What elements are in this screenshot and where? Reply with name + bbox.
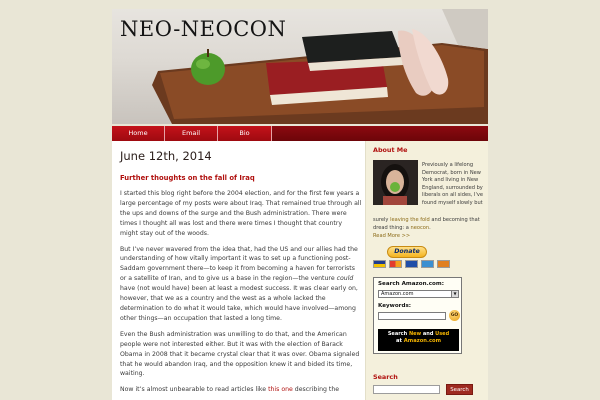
author-avatar	[373, 160, 418, 205]
amazon-banner-line-1	[378, 329, 459, 337]
post-paragraph-1: I started this blog right before the 2004 election, and for the first few years a large percentage of my posts were about Iraq. That remained true through all the ups and downs of the surge and the Bush administration. There were times I thought all was lost and there were times I thought that country might stay out of the woods.	[120, 190, 362, 237]
about-text-c: .	[429, 224, 431, 231]
post-paragraph-2	[120, 245, 362, 324]
amazon-search-label: Search Amazon.com:	[378, 281, 444, 287]
p4-text-a: Now it’s almost unbearable to read articles like	[120, 386, 269, 394]
amazon-keywords-label: Keywords:	[378, 303, 412, 309]
this-one-link[interactable]: this one	[268, 386, 293, 394]
site-title[interactable]: NEO-NEOCON	[120, 17, 287, 41]
card-icon	[405, 260, 418, 268]
about-heading: About Me	[373, 146, 408, 154]
about-text-a: surely	[373, 217, 391, 223]
main-nav	[112, 126, 488, 141]
banner-text: at	[395, 338, 404, 344]
leaving-the-fold-link[interactable]: leaving the fold	[390, 217, 430, 223]
amazon-select-value: Amazon.com	[381, 291, 414, 297]
p2-emphasis: could	[336, 275, 354, 283]
about-text: Previously a lifelong Democrat, born in New York and living in New England, surrounded by liberals on all sides, I've found myself slowly but	[422, 162, 484, 206]
neocon-link[interactable]: neocon	[410, 224, 430, 231]
main-column	[120, 149, 362, 400]
content-area	[112, 141, 488, 400]
about-text-b: and becoming that dread thing: a	[373, 217, 480, 231]
post-title[interactable]: Further thoughts on the fall of Iraq	[120, 174, 255, 182]
amazon-keywords-input[interactable]	[378, 312, 446, 320]
banner-text: Amazon.com	[403, 338, 441, 344]
payment-cards	[373, 260, 453, 270]
amazon-banner-line-2	[378, 338, 459, 344]
search-heading: Search	[373, 373, 398, 381]
banner-text: Used	[435, 331, 450, 337]
amazon-banner[interactable]	[378, 329, 459, 351]
nav-email[interactable]: Email	[165, 126, 218, 141]
post-date: June 12th, 2014	[120, 149, 212, 163]
banner-text: and	[421, 331, 436, 337]
banner-text: New	[408, 331, 422, 337]
about-text-continued	[373, 217, 485, 232]
search-input[interactable]	[373, 385, 440, 394]
amazon-store-select[interactable]	[378, 290, 459, 298]
card-icon	[437, 260, 450, 268]
about-section	[373, 160, 483, 252]
search-button[interactable]: Search	[446, 384, 473, 395]
sidebar	[365, 141, 488, 400]
nav-filler	[272, 126, 488, 141]
banner-text: Search	[387, 331, 409, 337]
p4-text-b: describing the	[292, 386, 340, 394]
post-paragraph-3: Even the Bush administration was unwilling to do that, and the American people were not interested either. But it was with the election of Barack Obama in 2008 that it became crystal clear that it was over. Obama signaled that he would abandon Iraq, and the opposition knew it and bided its time, waiting.	[120, 330, 360, 378]
post-paragraph-4	[120, 385, 362, 395]
card-icon	[373, 260, 386, 268]
p2-text-a: But I’ve never wavered from the idea that, had the US and our allies had the understanding of how vitally important it was to set up a functioning post-Saddam government there—to keep it from becoming a haven for terrorists or a satellite of Iran, and to give us a base in the region—the venture	[120, 245, 358, 283]
amazon-search-widget	[373, 277, 462, 354]
chevron-down-icon: ▼	[451, 291, 458, 297]
card-icon	[421, 260, 434, 268]
nav-home[interactable]: Home	[112, 126, 165, 141]
amazon-go-button[interactable]: GO	[449, 310, 460, 321]
p2-text-b: have (not would have) been at least a modest success. It was clear early on, however, that we as a country and the west as a whole lacked the determination to do what it would take, which would have involved—among other things—an occupation that lasted a long time.	[120, 285, 358, 322]
read-more-link[interactable]: Read More >>	[373, 233, 411, 239]
nav-bio[interactable]: Bio	[218, 126, 272, 141]
card-icon	[389, 260, 402, 268]
site-header	[112, 9, 488, 124]
donate-button[interactable]: Donate	[387, 246, 427, 258]
